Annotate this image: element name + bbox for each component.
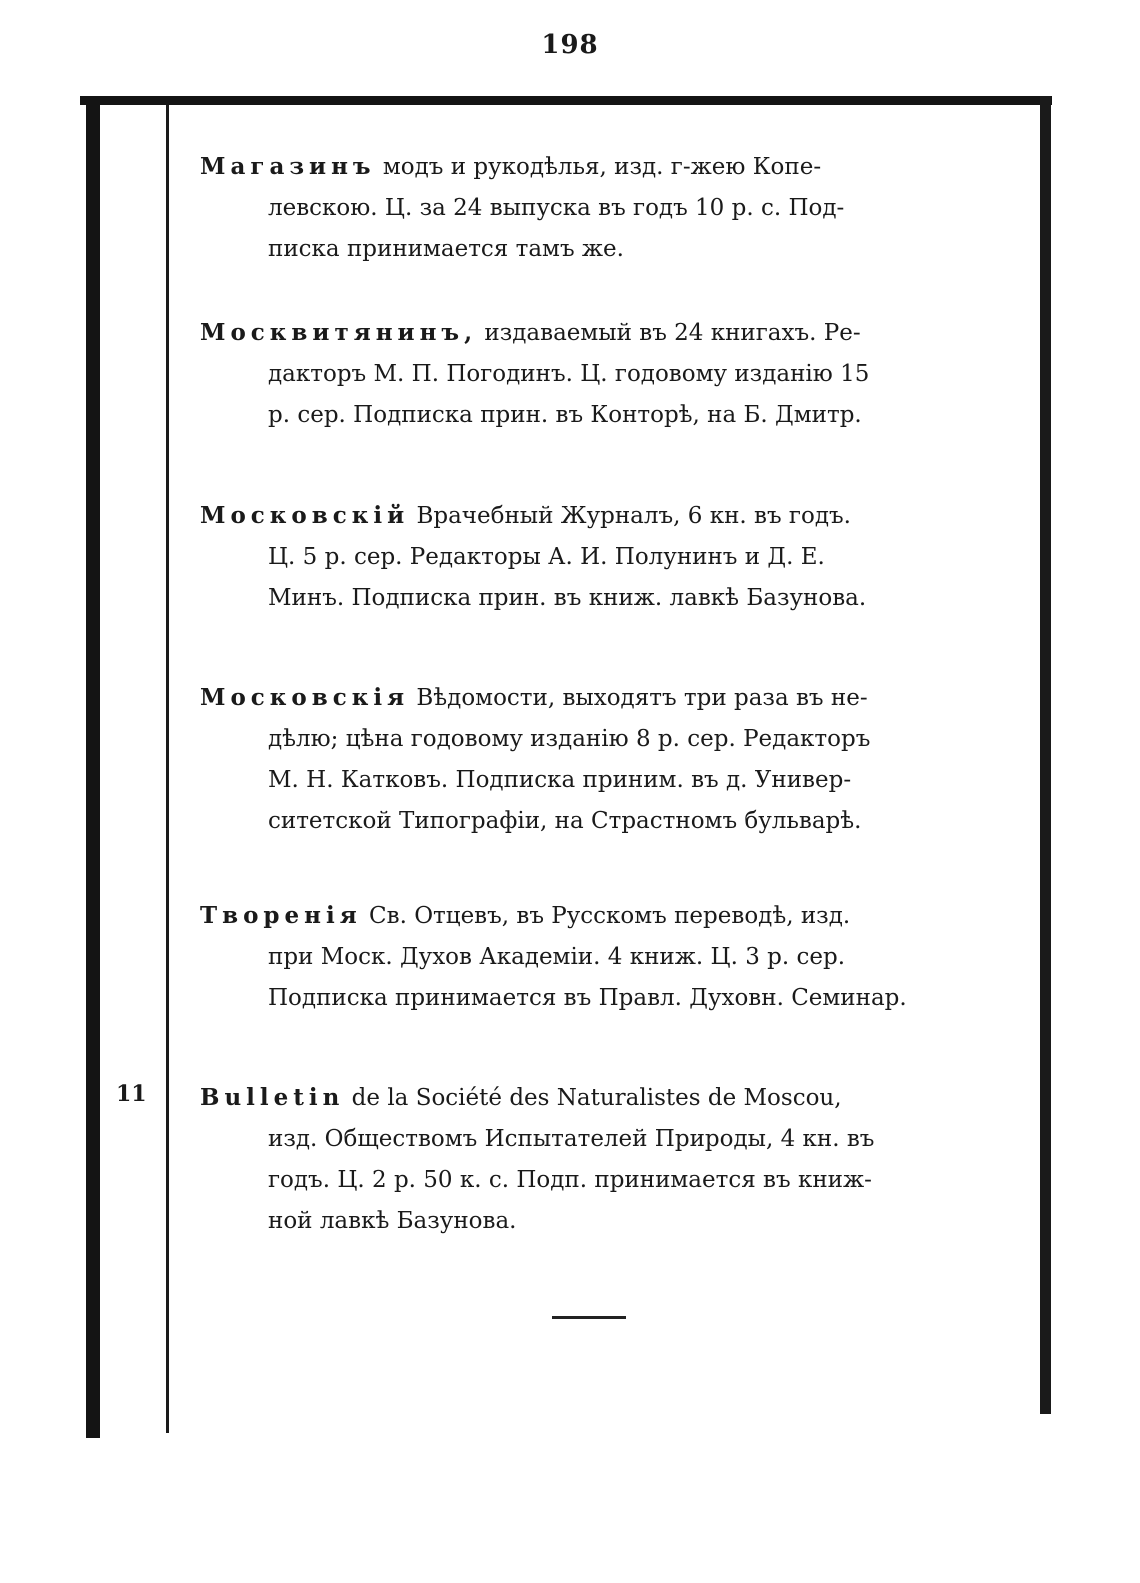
- end-rule: [552, 1316, 626, 1319]
- frame-left-border: [86, 96, 100, 1438]
- entry-title: Магазинъ: [200, 153, 376, 180]
- frame-top-border: [80, 96, 1052, 105]
- entry-line: Магазинъ модъ и рукодѣлья, изд. г-жею Копе-: [200, 153, 822, 180]
- entry-line: левскою. Ц. за 24 выпуска въ годъ 10 р. с. Под-: [268, 195, 845, 221]
- entry-line: Московскія Вѣдомости, выходятъ три раза въ не-: [200, 684, 868, 711]
- entry-line: Творенія Св. Отцевъ, въ Русскомъ переводѣ, изд.: [200, 902, 851, 929]
- entry-line: Москвитянинъ, издаваемый въ 24 книгахъ. Ре-: [200, 319, 861, 346]
- entry-line: дѣлю; цѣна годовому изданію 8 р. сер. Редакторъ: [268, 726, 871, 752]
- margin-rule: [166, 105, 169, 1433]
- entry-line: Подписка принимается въ Правл. Духовн. Семинар.: [268, 985, 907, 1011]
- entry-line: дакторъ М. П. Погодинъ. Ц. годовому изданію 15: [268, 361, 870, 387]
- entry-line: изд. Обществомъ Испытателей Природы, 4 кн. въ: [268, 1126, 875, 1152]
- entry-line: ситетской Типографіи, на Страстномъ бульварѣ.: [268, 808, 862, 834]
- entry-title: Московскій: [200, 502, 410, 529]
- entry-line: Московскій Врачебный Журналъ, 6 кн. въ годъ.: [200, 502, 851, 529]
- entry-line: годъ. Ц. 2 р. 50 к. с. Подп. принимается въ книж-: [268, 1167, 872, 1193]
- catalog-entry-moskvityanin: [200, 312, 1004, 436]
- frame-right-border: [1040, 96, 1051, 1414]
- entry-line: р. сер. Подписка прин. въ Конторѣ, на Б. Дмитр.: [268, 402, 862, 428]
- catalog-entry-medical-journal: [200, 495, 1004, 619]
- margin-number: 11: [116, 1081, 147, 1107]
- catalog-entry-vedomosti: [200, 677, 1004, 842]
- catalog-entry-magazin: [200, 146, 1004, 270]
- entry-title: Московскія: [200, 684, 410, 711]
- entry-title: Bulletin: [200, 1084, 345, 1111]
- entry-line: при Моск. Духов Академіи. 4 книж. Ц. 3 р. сер.: [268, 944, 846, 970]
- entry-title: Москвитянинъ,: [200, 319, 478, 346]
- catalog-entry-bulletin: [200, 1077, 1004, 1242]
- entry-line: ной лавкѣ Базунова.: [268, 1208, 517, 1234]
- entry-line: Минъ. Подписка прин. въ книж. лавкѣ Базунова.: [268, 585, 867, 611]
- entry-title: Творенія: [200, 902, 362, 929]
- catalog-entry-tvoreniya: [200, 895, 1004, 1019]
- entry-line: писка принимается тамъ же.: [268, 236, 624, 262]
- entry-line: М. Н. Катковъ. Подписка приним. въ д. Универ-: [268, 767, 852, 793]
- page-number: 198: [541, 30, 599, 60]
- entry-line: Ц. 5 р. сер. Редакторы А. И. Полунинъ и Д. Е.: [268, 544, 825, 570]
- entry-line: Bulletin de la Société des Naturalistes de Moscou,: [200, 1084, 842, 1111]
